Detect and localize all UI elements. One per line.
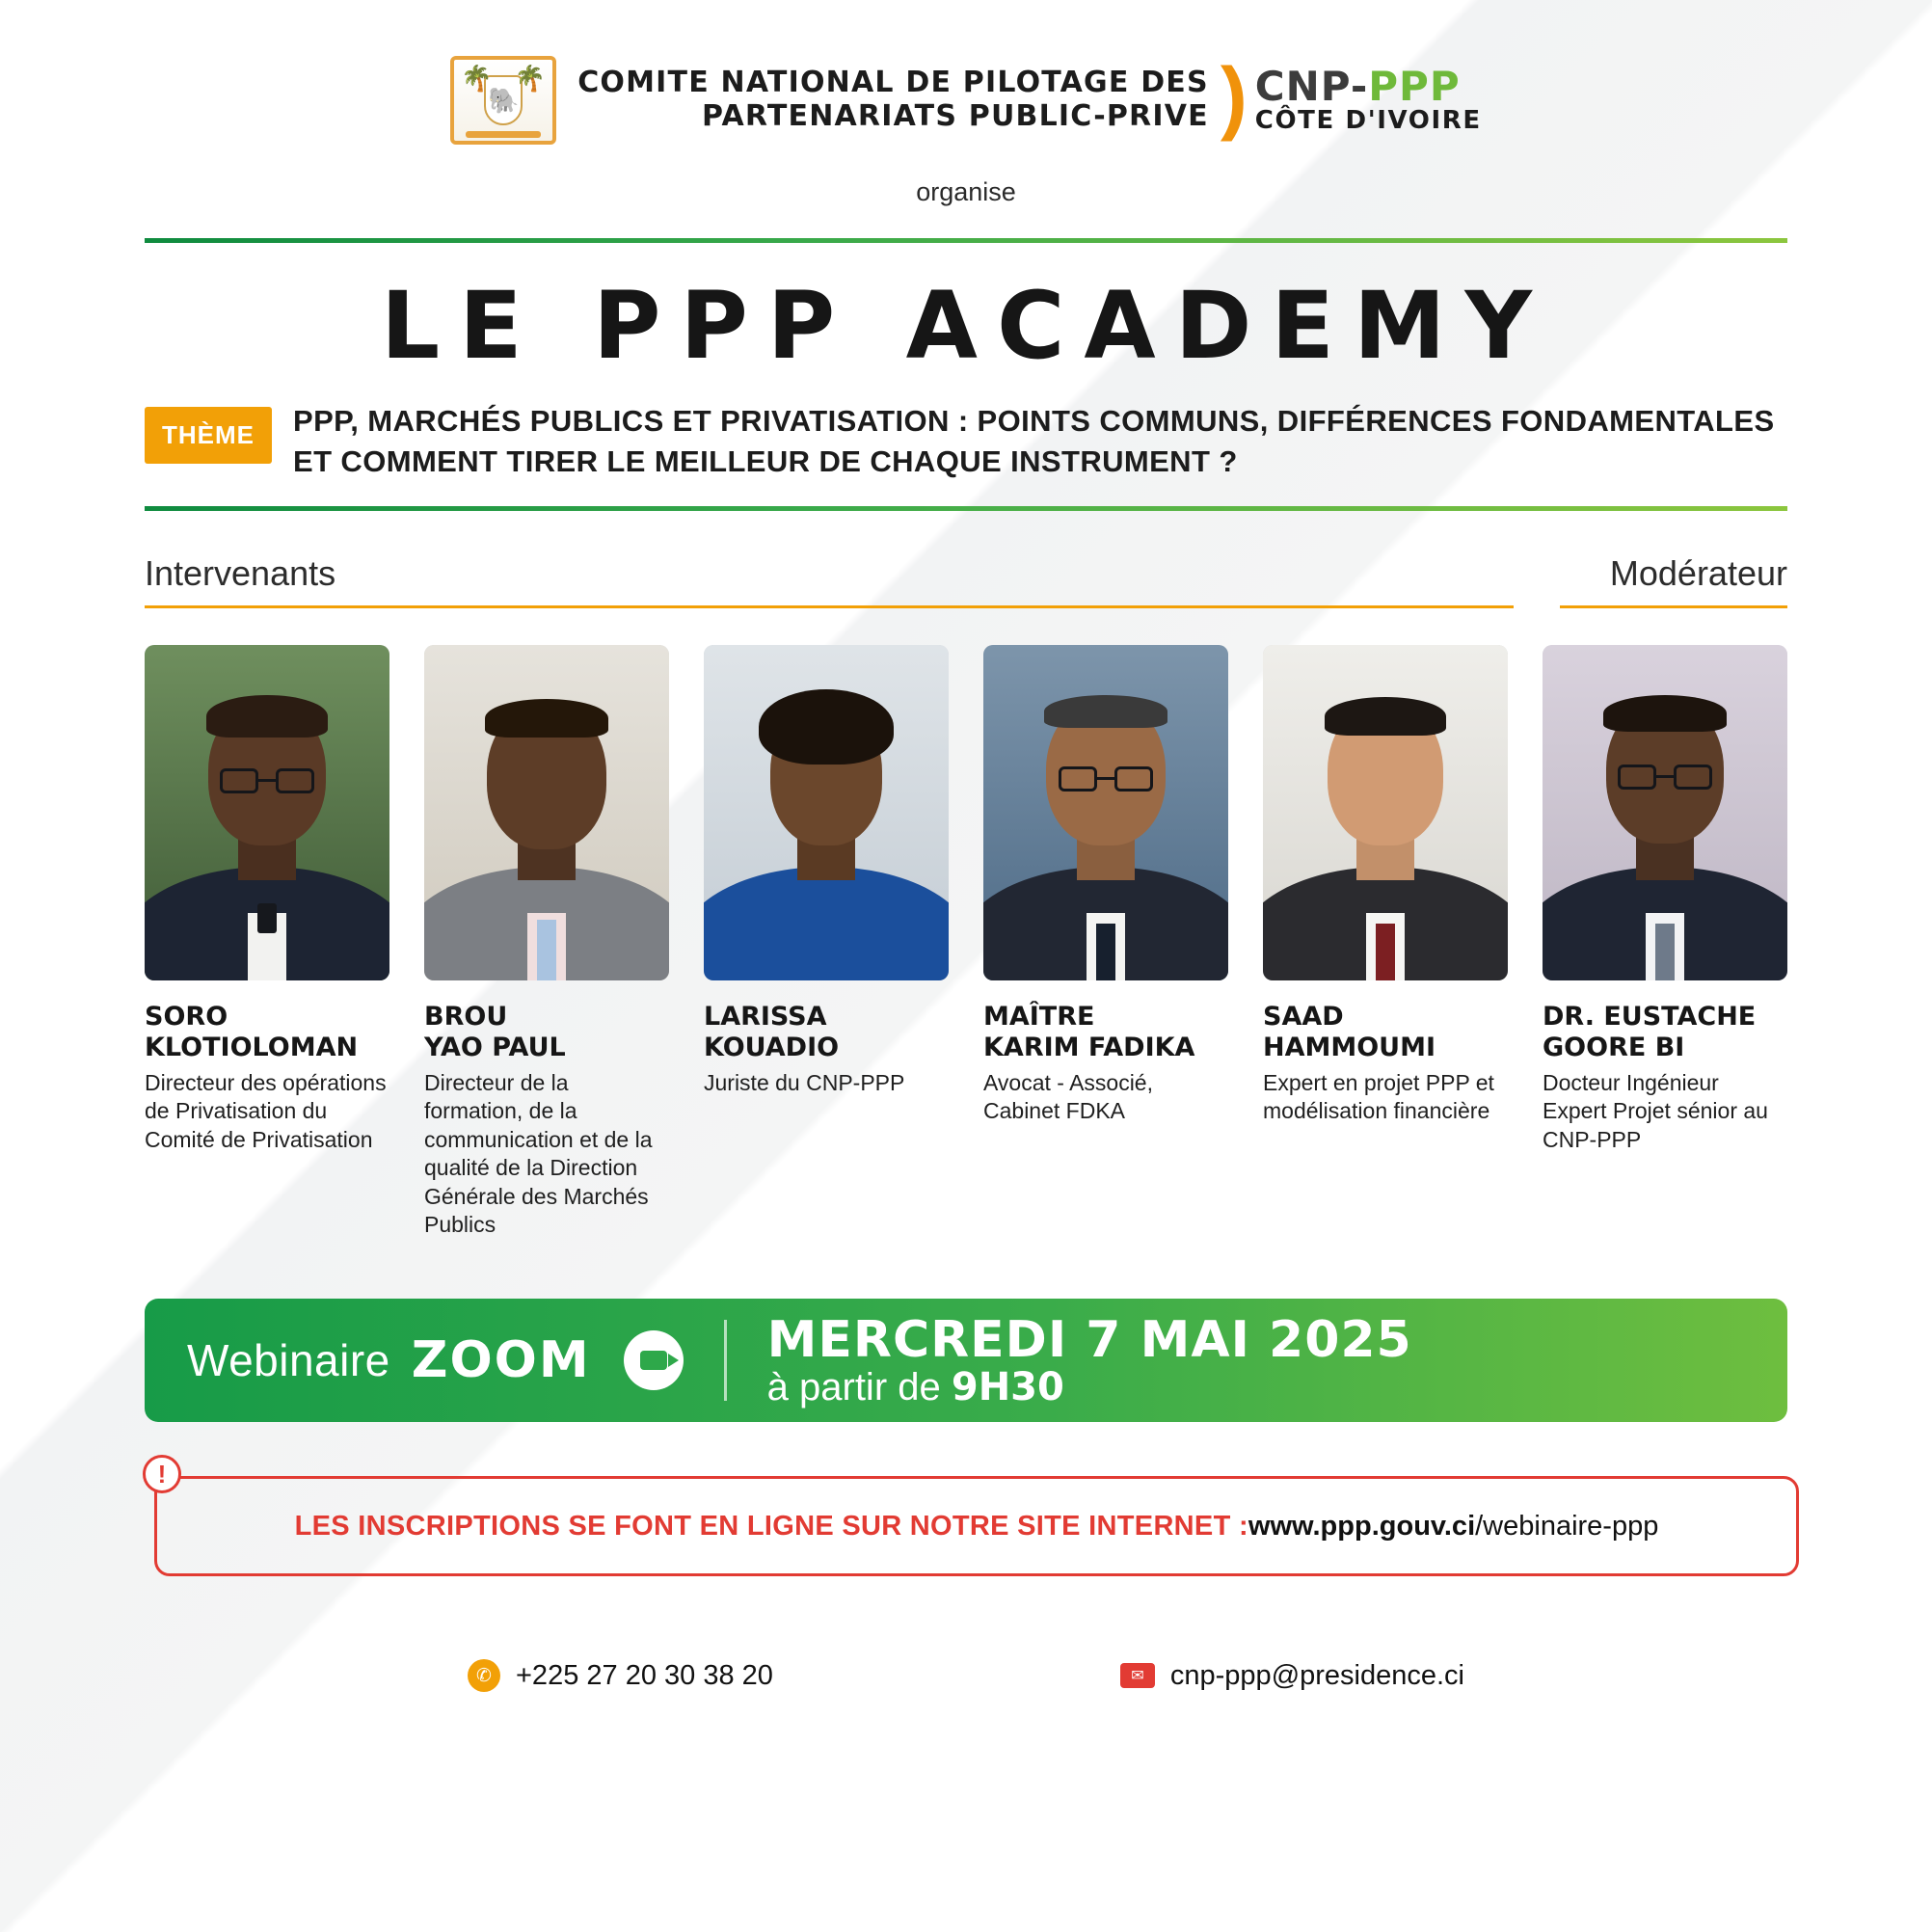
photo-hair: [206, 695, 328, 738]
photo-hair: [759, 689, 894, 765]
speaker-name: [704, 1002, 949, 1063]
photo-hair: [1603, 695, 1727, 732]
speaker-card: [145, 645, 389, 1239]
rule-bottom: [145, 506, 1787, 511]
speaker-name-line2: YAO PAUL: [424, 1032, 566, 1062]
speaker-name-line2: KARIM FADIKA: [983, 1032, 1195, 1062]
speaker-name-line1: MAÎTRE: [983, 1002, 1095, 1033]
warning-icon: !: [143, 1455, 181, 1493]
photo-tie: [1376, 924, 1395, 980]
photo-bowtie: [257, 903, 277, 933]
registration-url[interactable]: [1248, 1511, 1658, 1543]
speaker-name: [1263, 1002, 1508, 1063]
brand-ppp: PPP: [1368, 63, 1461, 111]
photo-glasses-icon: [220, 768, 314, 793]
mail-icon: ✉: [1120, 1663, 1155, 1688]
moderator-label: Modérateur: [1560, 553, 1787, 608]
header-text: [577, 51, 1482, 143]
banner-left: [187, 1330, 684, 1390]
photo-tie: [537, 920, 556, 980]
theme-badge: THÈME: [145, 407, 272, 464]
speaker-name: [983, 1002, 1228, 1063]
registration-url-domain: www.ppp.gouv.ci: [1248, 1510, 1476, 1542]
brand: [1254, 63, 1482, 136]
event-time-prefix: à partir de: [766, 1365, 952, 1409]
photo-glasses-icon: [1618, 765, 1712, 790]
speakers-grid: [145, 645, 1787, 1239]
photo-tie: [1096, 924, 1115, 980]
speaker-name-line1: BROU: [424, 1002, 508, 1033]
speaker-name-line1: SORO: [145, 1002, 228, 1033]
moderator-name: [1543, 1002, 1787, 1063]
theme-row: [145, 401, 1787, 481]
footer-email[interactable]: [1120, 1660, 1464, 1692]
moderator-name-line2: GOORE BI: [1543, 1032, 1685, 1062]
photo-hair: [1325, 697, 1446, 736]
event-date: MERCREDI 7 MAI 2025: [766, 1310, 1412, 1369]
event-time-value: 9H30: [951, 1364, 1064, 1409]
speaker-photo: [983, 645, 1228, 980]
registration-section: [133, 1459, 1799, 1576]
banner-divider: [724, 1320, 727, 1401]
photo-hair: [485, 699, 608, 738]
header: [0, 0, 1932, 145]
photo-glasses-icon: [1059, 766, 1153, 792]
elephant-shield-icon: 🐘: [484, 75, 523, 125]
event-time: [766, 1364, 1412, 1409]
moderator-role: Docteur Ingénieur Expert Projet sénior au CNP-PPP: [1543, 1069, 1768, 1152]
moderator-name-line1: DR. EUSTACHE: [1543, 1002, 1757, 1033]
footer-phone[interactable]: [468, 1659, 773, 1692]
speaker-photo: [704, 645, 949, 980]
speaker-name-line2: HAMMOUMI: [1263, 1032, 1436, 1062]
photo-hair: [1044, 695, 1167, 728]
page-title: LE PPP ACADEMY: [380, 272, 1552, 380]
org-name: [577, 67, 1209, 134]
palm-left-icon: 🌴: [461, 64, 493, 93]
theme-text: PPP, MARCHÉS PUBLICS ET PRIVATISATION : POINTS COMMUNS, DIFFÉRENCES FONDAMENTALES ET COMMENT TIRER LE MEILLEUR DE CHAQUE INSTRUMENT ?: [293, 404, 1775, 478]
speaker-role: Avocat - Associé, Cabinet FDKA: [983, 1069, 1153, 1124]
org-line-1: COMITE NATIONAL DE PILOTAGE DES: [577, 66, 1209, 100]
moderator-photo: [1543, 645, 1787, 980]
speaker-name: [424, 1002, 669, 1063]
org-line-2: PARTENARIATS PUBLIC-PRIVE: [702, 98, 1209, 133]
registration-box: [154, 1476, 1799, 1576]
speaker-card: [704, 645, 949, 1239]
coat-of-arms-icon: [450, 56, 556, 145]
rule-top: [145, 238, 1787, 243]
speaker-card: [983, 645, 1228, 1239]
organise-label: organise: [916, 177, 1016, 206]
brand-acronym: [1254, 63, 1482, 111]
speaker-card: [1263, 645, 1508, 1239]
speaker-role: Directeur des opérations de Privatisation du Comité de Privatisation: [145, 1069, 387, 1152]
speaker-name-line2: KLOTIOLOMAN: [145, 1032, 359, 1062]
speaker-name-line1: SAAD: [1263, 1002, 1344, 1033]
phone-icon: ✆: [468, 1659, 500, 1692]
paren-icon: ): [1220, 51, 1248, 143]
speaker-name: [145, 1002, 389, 1063]
photo-tie: [1655, 924, 1675, 980]
brand-country: CÔTE D'IVOIRE: [1254, 106, 1482, 136]
banner-right: [766, 1310, 1412, 1409]
speaker-role: Directeur de la formation, de la communication et de la qualité de la Direction Générale des Marchés Publics: [424, 1069, 653, 1237]
registration-url-path: /webinaire-ppp: [1475, 1510, 1659, 1542]
video-camera-icon: [624, 1330, 684, 1390]
email-address: cnp-ppp@presidence.ci: [1169, 1659, 1464, 1691]
section-labels: [145, 553, 1787, 608]
speaker-role: Expert en projet PPP et modélisation financière: [1263, 1069, 1494, 1124]
speakers-label: Intervenants: [145, 553, 1514, 608]
moderator-card: [1543, 645, 1787, 1239]
emblem-base: [466, 131, 541, 138]
speaker-photo: [1263, 645, 1508, 980]
registration-text: LES INSCRIPTIONS SE FONT EN LIGNE SUR NOTRE SITE INTERNET :: [294, 1510, 1248, 1542]
speaker-name-line1: LARISSA: [704, 1002, 827, 1033]
webinar-banner: [145, 1299, 1787, 1422]
speaker-name-line2: KOUADIO: [704, 1032, 840, 1062]
phone-number: +225 27 20 30 38 20: [516, 1659, 773, 1691]
footer: [0, 1659, 1932, 1692]
palm-right-icon: 🌴: [514, 64, 547, 93]
title-block: [145, 238, 1787, 511]
speaker-photo: [145, 645, 389, 980]
speaker-role: Juriste du CNP-PPP: [704, 1069, 905, 1095]
webinar-word: Webinaire: [187, 1335, 390, 1386]
photo-suit: [704, 867, 949, 980]
speaker-photo: [424, 645, 669, 980]
speaker-card: [424, 645, 669, 1239]
zoom-word: ZOOM: [411, 1331, 591, 1390]
brand-cnp: CNP-: [1254, 63, 1369, 111]
